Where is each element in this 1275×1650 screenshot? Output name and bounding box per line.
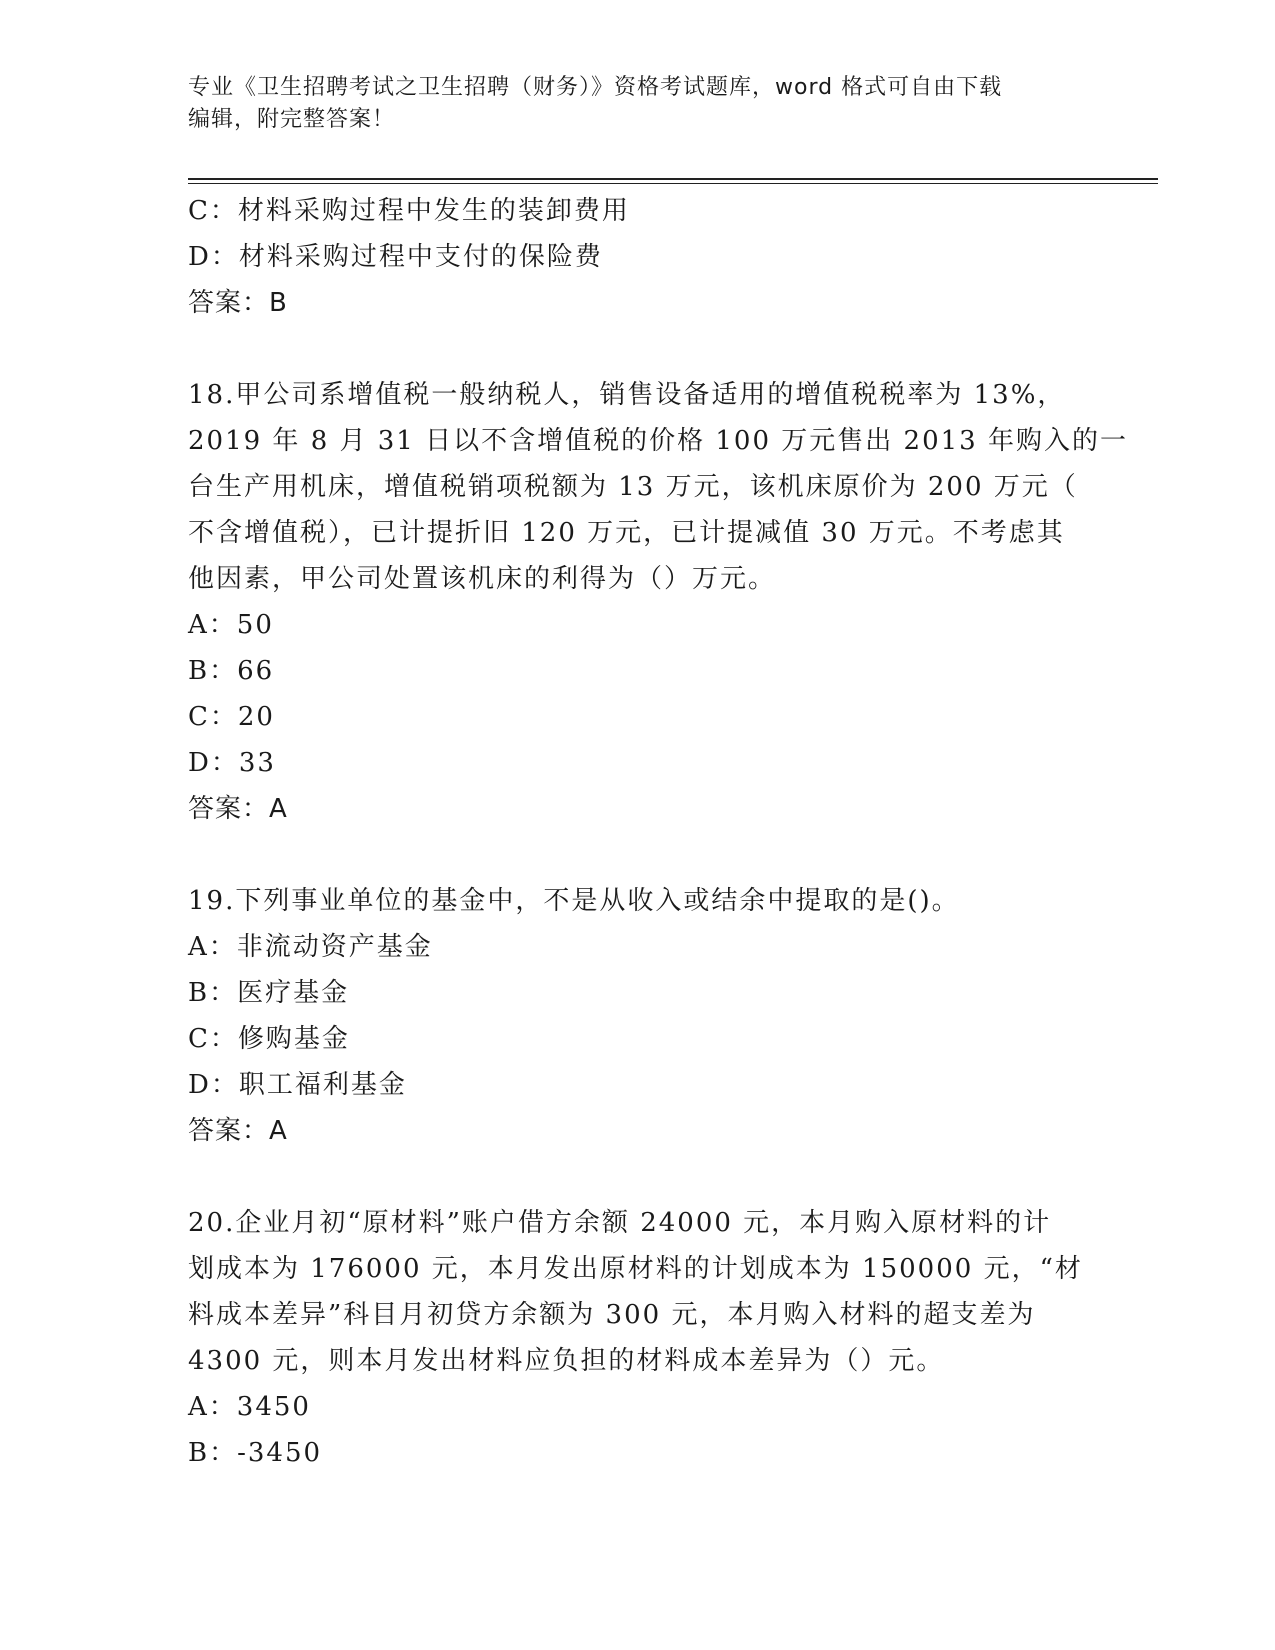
option-a: A：3450 [188, 1392, 311, 1422]
header-divider-thin [188, 183, 1158, 184]
question-19 [188, 878, 1088, 1154]
question-stem-line: 19.下列事业单位的基金中，不是从收入或结余中提取的是()。 [188, 886, 960, 916]
option-d: D：职工福利基金 [188, 1070, 407, 1100]
header-line-2: 编辑，附完整答案！ [188, 107, 396, 132]
spacer [188, 1154, 1088, 1200]
question-content [188, 188, 1128, 1476]
question-stem-line: 18.甲公司系增值税一般纳税人，销售设备适用的增值税税率为 13%， [188, 380, 1066, 410]
spacer [188, 832, 1088, 878]
option-a: A：非流动资产基金 [188, 932, 433, 962]
answer-line: 答案：B [188, 288, 288, 318]
question-stem-line: 他因素，甲公司处置该机床的利得为（）万元。 [188, 564, 777, 594]
option-c: C：20 [188, 702, 275, 732]
question-18 [188, 372, 1128, 832]
header-divider-thick [188, 178, 1158, 180]
spacer [188, 326, 1088, 372]
option-d: D：33 [188, 748, 276, 778]
question-stem-line: 台生产用机床，增值税销项税额为 13 万元，该机床原价为 200 万元（ [188, 472, 1078, 502]
option-c: C：修购基金 [188, 1024, 350, 1054]
question-stem-line: 划成本为 176000 元，本月发出原材料的计划成本为 150000 元，“材 [188, 1254, 1083, 1284]
question-stem-line: 不含增值税），已计提折旧 120 万元，已计提减值 30 万元。不考虑其 [188, 518, 1065, 548]
question-stem-line: 2019 年 8 月 31 日以不含增值税的价格 100 万元售出 2013 年购入的一 [188, 426, 1128, 456]
option-b: B：医疗基金 [188, 978, 350, 1008]
question-stem-line: 20.企业月初“原材料”账户借方余额 24000 元，本月购入原材料的计 [188, 1208, 1052, 1238]
header-line-1: 专业《卫生招聘考试之卫生招聘（财务）》资格考试题库，word 格式可自由下载 [188, 75, 1003, 100]
answer-line: 答案：A [188, 1116, 288, 1146]
option-d: D：材料采购过程中支付的保险费 [188, 242, 603, 272]
option-b: B：66 [188, 656, 275, 686]
option-a: A：50 [188, 610, 274, 640]
question-stem-line: 料成本差异”科目月初贷方余额为 300 元，本月购入材料的超支差为 [188, 1300, 1036, 1330]
question-stem-line: 4300 元，则本月发出材料应负担的材料成本差异为（）元。 [188, 1346, 945, 1376]
option-b: B：-3450 [188, 1438, 323, 1468]
answer-line: 答案：A [188, 794, 288, 824]
option-c: C：材料采购过程中发生的装卸费用 [188, 196, 630, 226]
question-17-tail [188, 188, 1088, 326]
question-20 [188, 1200, 1088, 1476]
page-header [188, 72, 1088, 136]
